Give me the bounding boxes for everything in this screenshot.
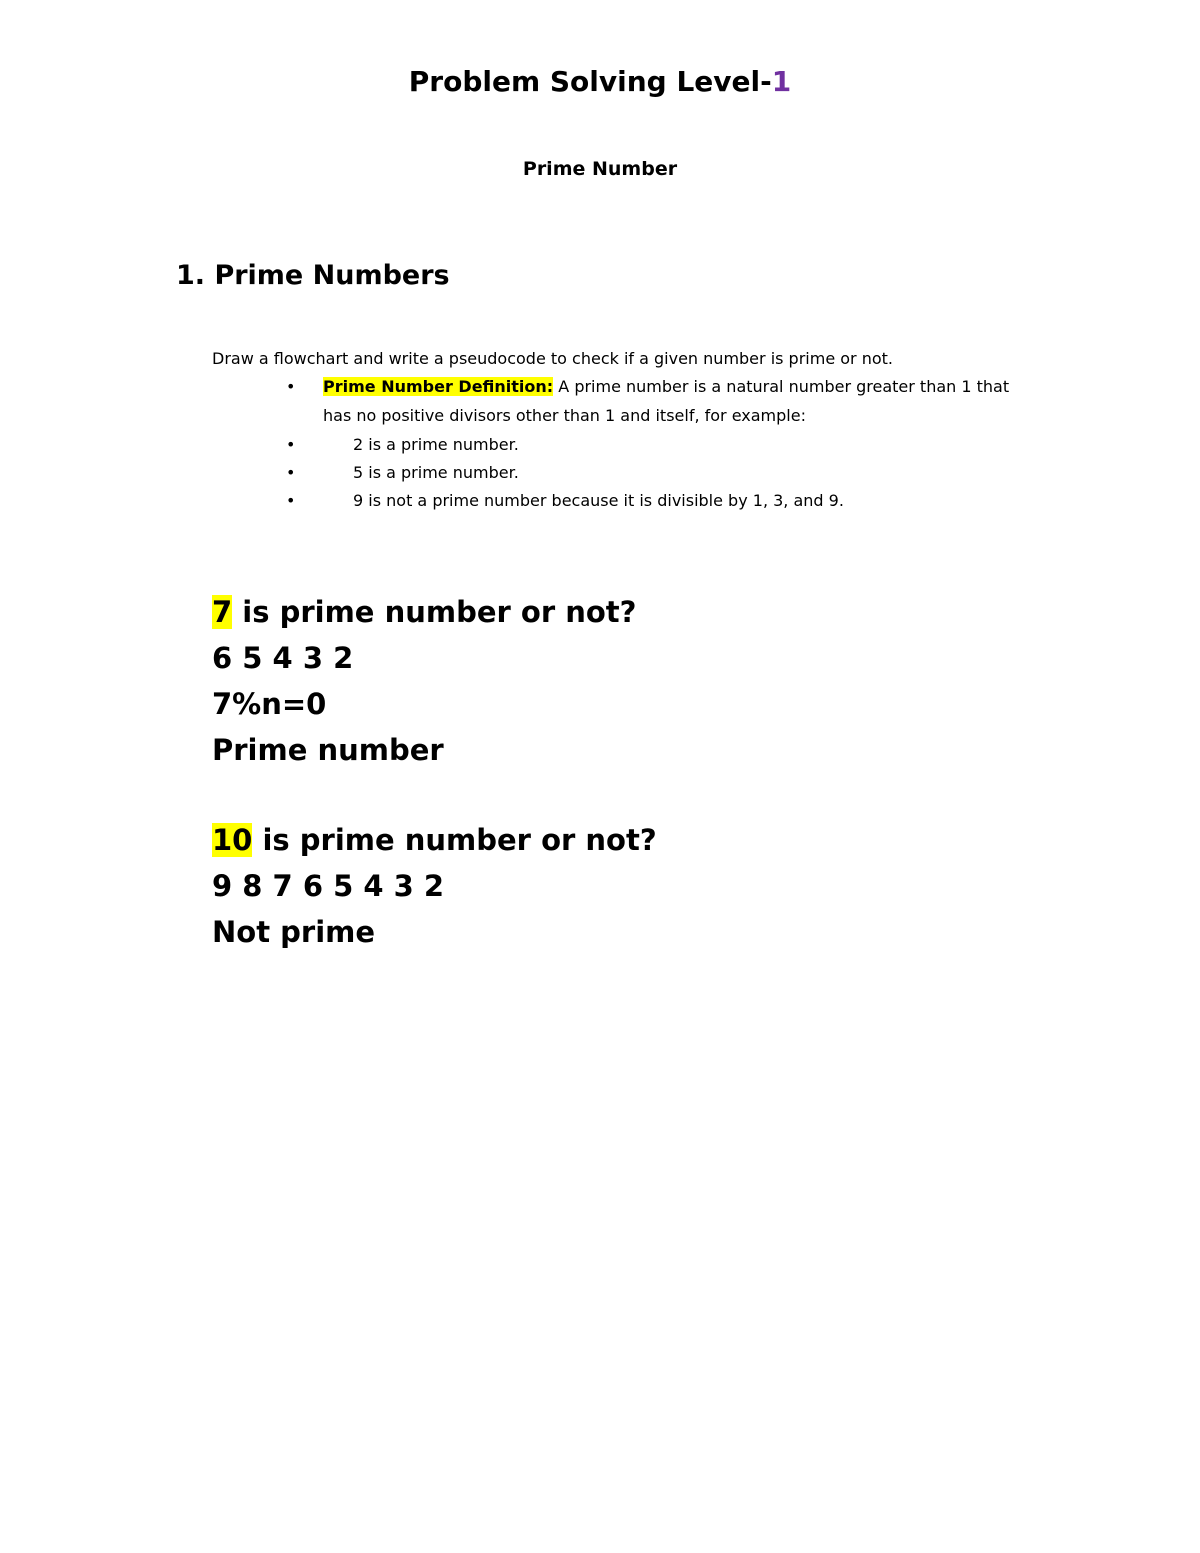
example-item: 2 is a prime number. — [353, 435, 519, 454]
definition-label: Prime Number Definition: — [323, 377, 554, 396]
bullet-marker: • — [286, 491, 296, 510]
title-main: Problem Solving Level- — [408, 65, 772, 98]
example-two-question — [212, 818, 657, 862]
example-item: 9 is not a prime number because it is divisible by 1, 3, and 9. — [353, 491, 844, 510]
document-subtitle: Prime Number — [522, 158, 678, 180]
definition-continuation: has no positive divisors other than 1 and itself, for example: — [323, 406, 806, 425]
example-one-divisors: 6 5 4 3 2 — [212, 641, 354, 675]
bullet-marker: • — [286, 463, 296, 482]
example-two-number: 10 — [212, 823, 253, 857]
example-one-question-text: is prime number or not? — [232, 595, 637, 629]
definition-line — [323, 374, 1009, 400]
bullet-marker: • — [286, 377, 296, 396]
example-two-question-text: is prime number or not? — [252, 823, 657, 857]
document-title — [0, 62, 1200, 102]
section-heading: 1. Prime Numbers — [176, 260, 450, 291]
title-level-number: 1 — [771, 65, 792, 98]
example-item: 5 is a prime number. — [353, 463, 519, 482]
example-one-test: 7%n=0 — [212, 687, 327, 721]
example-two-result: Not prime — [212, 915, 376, 949]
task-instruction: Draw a flowchart and write a pseudocode to check if a given number is prime or not. — [212, 349, 893, 368]
definition-text: A prime number is a natural number greater than 1 that — [553, 377, 1010, 396]
example-two-divisors: 9 8 7 6 5 4 3 2 — [212, 869, 445, 903]
bullet-marker: • — [286, 435, 296, 454]
example-one-result: Prime number — [212, 733, 444, 767]
example-one-number: 7 — [212, 595, 233, 629]
example-one-question — [212, 590, 636, 634]
